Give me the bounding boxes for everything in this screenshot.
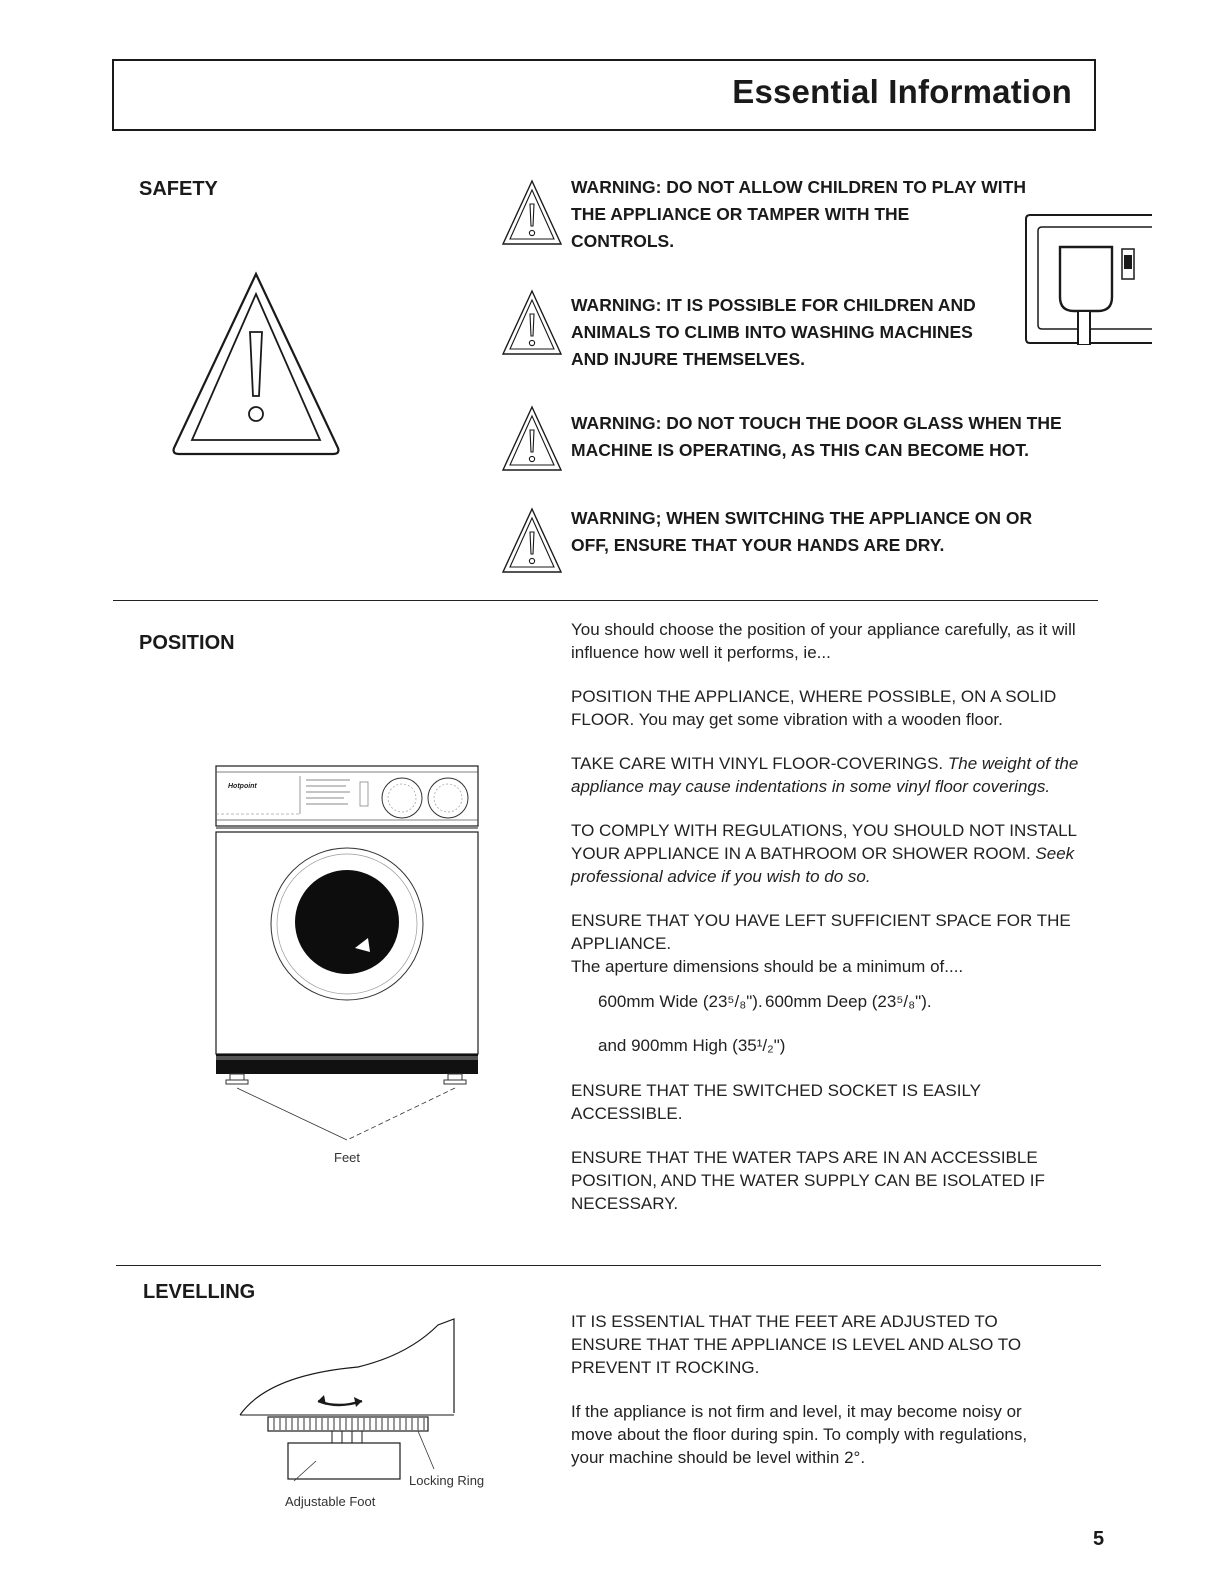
- position-text: [571, 618, 1081, 1236]
- warning-dry-hands: [571, 505, 1032, 559]
- warning-triangle-icon: [500, 506, 564, 576]
- warning-line: THE APPLIANCE OR TAMPER WITH THE: [571, 204, 910, 224]
- dimension-high: and 900mm High (35¹/₂"): [598, 1036, 786, 1055]
- warning-door-glass: [571, 410, 1062, 464]
- warning-line: ANIMALS TO CLIMB INTO WASHING MACHINES: [571, 322, 973, 342]
- vinyl-note: The weight of the appliance may cause indentations in some vinyl floor coverings.: [571, 754, 1079, 796]
- switched-socket-icon: [1024, 213, 1152, 345]
- page-title: Essential Information: [732, 73, 1072, 110]
- brand-logo: Hotpoint: [228, 783, 257, 790]
- levelling-note: If the appliance is not firm and level, it may become noisy or move about the floor during spin. To comply with regulations, your machine should be level within 2°.: [571, 1402, 1028, 1467]
- position-regulations: [571, 819, 1081, 888]
- dimensions-row: [571, 990, 1081, 1034]
- warning-triangle-icon: [500, 178, 564, 248]
- position-socket: ENSURE THAT THE SWITCHED SOCKET IS EASILY ACCESSIBLE.: [571, 1081, 981, 1123]
- warning-line: WARNING: IT IS POSSIBLE FOR CHILDREN AND: [571, 295, 976, 315]
- section-divider: [116, 1265, 1101, 1266]
- warning-children-play: [571, 174, 1026, 255]
- regulations-caps: TO COMPLY WITH REGULATIONS, YOU SHOULD NOT INSTALL YOUR APPLIANCE IN A BATHROOM OR SHOWER ROOM.: [571, 821, 1077, 863]
- dimension-deep: 600mm Deep (23⁵/₈").: [765, 992, 932, 1011]
- position-water-taps: ENSURE THAT THE WATER TAPS ARE IN AN ACCESSIBLE POSITION, AND THE WATER SUPPLY CAN BE ISOLATED IF NECESSARY.: [571, 1148, 1045, 1213]
- position-label: POSITION: [139, 632, 235, 654]
- washing-machine-illustration: [210, 762, 485, 1157]
- warning-children-climb: [571, 292, 976, 373]
- warning-line: WARNING; WHEN SWITCHING THE APPLIANCE ON OR: [571, 508, 1033, 528]
- safety-label: SAFETY: [139, 178, 218, 200]
- feet-caption: Feet: [334, 1150, 361, 1165]
- page-number: 5: [1093, 1528, 1105, 1550]
- position-intro: You should choose the position of your appliance carefully, as it will influence how well it performs, ie...: [571, 620, 1076, 662]
- levelling-label: LEVELLING: [143, 1281, 256, 1303]
- space-note: The aperture dimensions should be a minimum of....: [571, 957, 964, 976]
- warning-line: WARNING: DO NOT TOUCH THE DOOR GLASS WHEN THE: [571, 413, 1062, 433]
- warning-line: WARNING: DO NOT ALLOW CHILDREN TO PLAY WITH: [571, 177, 1026, 197]
- position-space: [571, 909, 1081, 978]
- warning-line: CONTROLS.: [571, 231, 675, 251]
- warning-line: AND INJURE THEMSELVES.: [571, 349, 806, 369]
- warning-triangle-icon: [500, 404, 564, 474]
- section-divider: [113, 600, 1098, 601]
- large-warning-triangle-icon: [168, 268, 344, 458]
- position-solid-floor: POSITION THE APPLIANCE, WHERE POSSIBLE, ON A SOLID FLOOR. You may get some vibration with a wooden floor.: [571, 687, 1057, 729]
- vinyl-caps: TAKE CARE WITH VINYL FLOOR-COVERINGS.: [571, 754, 948, 773]
- header-box: [112, 59, 1096, 131]
- position-vinyl: [571, 752, 1081, 798]
- adjustable-foot-caption: Adjustable Foot: [285, 1494, 376, 1509]
- warning-triangle-icon: [500, 288, 564, 358]
- dimension-wide: 600mm Wide (23⁵/₈").: [598, 992, 763, 1011]
- warning-line: OFF, ENSURE THAT YOUR HANDS ARE DRY.: [571, 535, 945, 555]
- space-caps: ENSURE THAT YOU HAVE LEFT SUFFICIENT SPACE FOR THE APPLIANCE.: [571, 911, 1071, 953]
- adjustable-foot-illustration: [238, 1315, 468, 1490]
- warning-line: MACHINE IS OPERATING, AS THIS CAN BECOME HOT.: [571, 440, 1029, 460]
- regulations-note: Seek professional advice if you wish to do so.: [571, 844, 1075, 886]
- levelling-text: [571, 1310, 1061, 1490]
- levelling-essential: IT IS ESSENTIAL THAT THE FEET ARE ADJUSTED TO ENSURE THAT THE APPLIANCE IS LEVEL AND ALSO TO PREVENT IT ROCKING.: [571, 1312, 1022, 1377]
- locking-ring-caption: Locking Ring: [409, 1473, 485, 1488]
